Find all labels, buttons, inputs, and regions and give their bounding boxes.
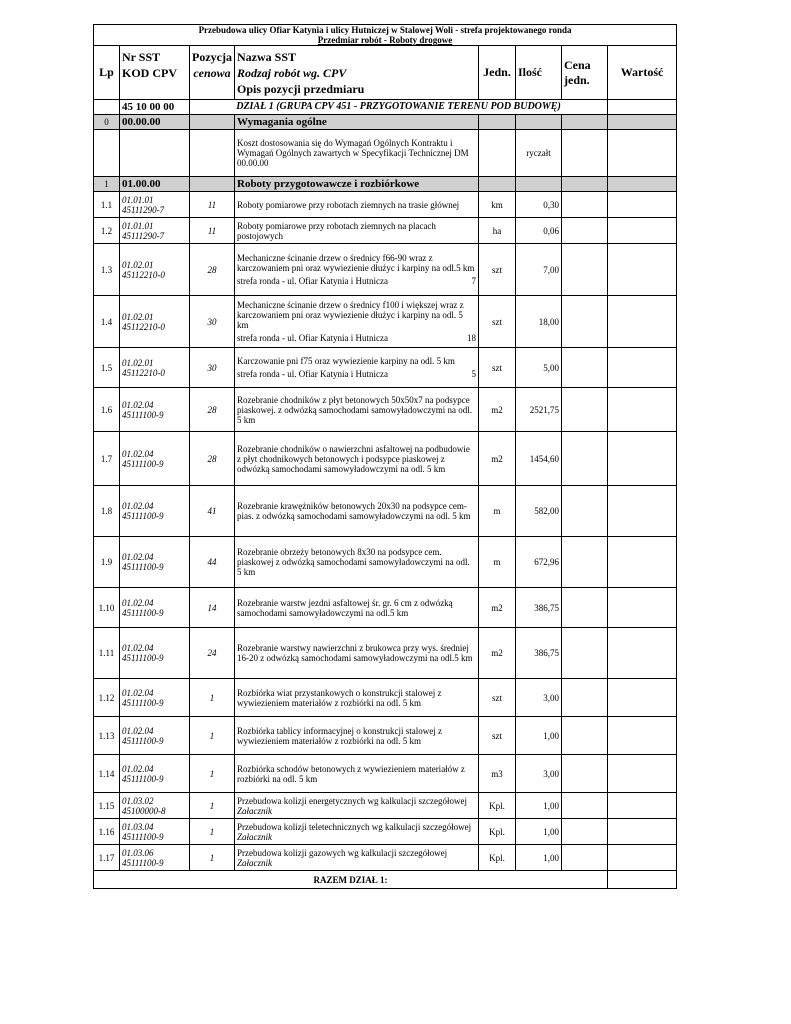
- item-unit-price: [562, 845, 608, 871]
- item-nr-sst: 01.02.01: [122, 259, 154, 270]
- table-row: [94, 588, 677, 628]
- item-description-main: Rozbiórka wiat przystankowych o konstrukcji stalowej z wywiezieniem materiałów z rozbiórki na odl. 5 km: [237, 687, 442, 708]
- item-description: [235, 244, 479, 296]
- item-description-main: Rozbiórka schodów betonowych z wywiezieniem materiałów z rozbiórki na odl. 5 km: [237, 763, 465, 784]
- item-sst-code: [120, 717, 190, 755]
- item-value: [608, 192, 677, 218]
- item-lp: 1.10: [94, 588, 120, 628]
- item-location-line: [237, 369, 476, 379]
- item-nr-sst: 01.03.06: [122, 847, 154, 858]
- item-lp: 1.2: [94, 218, 120, 244]
- item-unit: [479, 130, 516, 177]
- item-price-position: 30: [190, 296, 235, 348]
- item-nr-sst: 01.03.02: [122, 795, 154, 806]
- item-price-position: 30: [190, 348, 235, 388]
- table-row: [94, 486, 677, 537]
- item-price-position: 1: [190, 793, 235, 819]
- table-row: [94, 679, 677, 717]
- item-value: [608, 218, 677, 244]
- table-row: [94, 717, 677, 755]
- item-quantity: 0,30: [516, 192, 562, 218]
- item-nr-sst: 01.03.04: [122, 821, 154, 832]
- item-unit-price: [562, 348, 608, 388]
- col-sst: [120, 46, 190, 100]
- item-quantity: 1,00: [516, 793, 562, 819]
- item-sst-code: [120, 679, 190, 717]
- item-description-main: Przebudowa kolizji teletechnicznych wg kalkulacji szczegółowej: [237, 821, 472, 832]
- item-lp: 1.8: [94, 486, 120, 537]
- item-quantity: 1454,60: [516, 432, 562, 486]
- section-row: [94, 115, 677, 130]
- item-lp: 1.3: [94, 244, 120, 296]
- item-price-position: 1: [190, 679, 235, 717]
- item-sst-code: [120, 588, 190, 628]
- table-row: [94, 296, 677, 348]
- item-description: [235, 296, 479, 348]
- section-lp: 0: [94, 115, 120, 130]
- table-row: [94, 388, 677, 432]
- item-description-text: [237, 356, 476, 366]
- item-unit: szt: [479, 679, 516, 717]
- item-unit-price: [562, 218, 608, 244]
- item-lp: 1.14: [94, 755, 120, 793]
- section-row: [94, 177, 677, 192]
- item-description-text: [237, 501, 476, 521]
- item-unit: Kpl.: [479, 793, 516, 819]
- item-unit: Kpl.: [479, 819, 516, 845]
- section-ilosc: [516, 115, 562, 130]
- item-cpv-code: 45111100-9: [122, 511, 164, 521]
- item-sst-code: [120, 388, 190, 432]
- item-price-position: 28: [190, 244, 235, 296]
- col-pozycja-label: Pozycja: [192, 49, 232, 64]
- item-description-text: [237, 726, 476, 746]
- item-description-main: Rozebranie chodników o nawierzchni asfaltowej na podbudowie z płyt chodnikowych betonowych i podsypce piaskowej z odwózką samochodami samowyładowczymi na odl. 5 km: [237, 443, 470, 474]
- item-unit: m: [479, 537, 516, 588]
- item-unit-price: [562, 679, 608, 717]
- table-row: [94, 819, 677, 845]
- item-description: [235, 679, 479, 717]
- col-rodzaj: Rodzaj robót wg. CPV: [237, 65, 347, 80]
- item-quantity: 1,00: [516, 845, 562, 871]
- item-price-position: 28: [190, 432, 235, 486]
- item-quantity: 18,00: [516, 296, 562, 348]
- section-ilosc: [516, 177, 562, 192]
- section-pos: [190, 177, 235, 192]
- item-description-text: [237, 200, 476, 210]
- table-row: [94, 348, 677, 388]
- item-description: [235, 388, 479, 432]
- item-unit-price: [562, 628, 608, 679]
- item-lp: 1.13: [94, 717, 120, 755]
- item-unit-price: [562, 588, 608, 628]
- section-title: Roboty przygotowawcze i rozbiórkowe: [235, 177, 479, 192]
- item-unit: Kpl.: [479, 845, 516, 871]
- item-lp: 1.12: [94, 679, 120, 717]
- item-sst-code: [120, 845, 190, 871]
- item-sst-code: [120, 793, 190, 819]
- item-cpv-code: 45111100-9: [122, 697, 164, 708]
- item-description: [235, 588, 479, 628]
- item-unit: m3: [479, 755, 516, 793]
- item-cpv-code: 45111100-9: [122, 458, 164, 469]
- item-description-text: [237, 221, 476, 241]
- project-title: Przebudowa ulicy Ofiar Katynia i ulicy Hutniczej w Stalowej Woli - strefa projektowanego ronda: [198, 25, 572, 35]
- item-nr-sst: 01.02.01: [122, 357, 154, 368]
- item-value: [608, 679, 677, 717]
- item-description: [235, 755, 479, 793]
- column-header-row: [94, 46, 677, 100]
- item-unit-price: [562, 537, 608, 588]
- item-lp: 1.17: [94, 845, 120, 871]
- item-price-position: 14: [190, 588, 235, 628]
- document-subtitle: Przedmiar robót - Roboty drogowe: [317, 35, 453, 45]
- item-unit: m2: [479, 432, 516, 486]
- dzial-code: 45 10 00 00: [120, 100, 190, 115]
- item-sst-code: [120, 130, 190, 177]
- item-description-main: Rozbiórka tablicy informacyjnej o konstrukcji stalowej z wywiezieniem materiałów z rozbiórki na odl. 5 km: [237, 725, 442, 746]
- item-nr-sst: 01.02.04: [122, 448, 154, 459]
- item-nr-sst: 01.02.04: [122, 763, 154, 774]
- item-description-text: [237, 688, 476, 708]
- item-sst-code: [120, 755, 190, 793]
- item-cpv-code: 45111100-9: [122, 607, 164, 618]
- item-lp: 1.11: [94, 628, 120, 679]
- item-quantity: 0,06: [516, 218, 562, 244]
- item-cpv-code: 45111100-9: [122, 562, 164, 572]
- item-description-main: Rozebranie chodników z płyt betonowych 50x50x7 na podsypce piaskowej. z odwózką samochodami samowyładowczymi na odl. 5 km: [237, 394, 472, 425]
- item-price-position: 41: [190, 486, 235, 537]
- item-unit-price: [562, 432, 608, 486]
- item-location: strefa ronda - ul. Ofiar Katynia i Hutnicza: [237, 276, 388, 286]
- col-nazwa-sst: Nazwa SST: [237, 49, 297, 64]
- dzial-value: [608, 100, 677, 115]
- item-value: [608, 348, 677, 388]
- section-wartosc: [608, 115, 677, 130]
- item-price-position: 11: [190, 218, 235, 244]
- item-nr-sst: 01.02.04: [122, 687, 154, 698]
- cost-estimate-table: [93, 24, 677, 889]
- item-description-main: Mechaniczne ścinanie drzew o średnicy f66-90 wraz z karczowaniem pni oraz wywiezienie dłużyc i karpiny na odl.5 km: [237, 253, 475, 273]
- item-location-qty: 7: [471, 276, 476, 286]
- item-sst-code: [120, 244, 190, 296]
- item-sst-code: [120, 218, 190, 244]
- item-unit-price: [562, 793, 608, 819]
- item-location-line: [237, 276, 476, 286]
- item-description-text: [237, 253, 476, 273]
- item-price-position: 1: [190, 845, 235, 871]
- item-sst-code: [120, 432, 190, 486]
- item-sst-code: [120, 486, 190, 537]
- item-nr-sst: 01.02.04: [122, 597, 154, 608]
- item-cpv-code: 45111100-9: [122, 831, 164, 842]
- section-title: Wymagania ogólne: [235, 115, 479, 130]
- table-row: [94, 244, 677, 296]
- item-unit: m: [479, 486, 516, 537]
- item-quantity: 386,75: [516, 588, 562, 628]
- item-price-position: 11: [190, 192, 235, 218]
- item-description: [235, 486, 479, 537]
- item-price-position: 24: [190, 628, 235, 679]
- item-price-position: 1: [190, 819, 235, 845]
- table-row: [94, 628, 677, 679]
- item-description-text: [237, 444, 476, 474]
- item-cpv-code: 45111290-7: [122, 230, 165, 241]
- item-value: [608, 755, 677, 793]
- item-price-position: 1: [190, 755, 235, 793]
- section-wartosc: [608, 177, 677, 192]
- item-price-position: 1: [190, 717, 235, 755]
- item-quantity: 1,00: [516, 717, 562, 755]
- item-description-text: [237, 822, 476, 842]
- item-sst-code: [120, 628, 190, 679]
- table-row: [94, 845, 677, 871]
- item-unit-price: [562, 388, 608, 432]
- col-wartosc: Wartość: [608, 46, 677, 100]
- item-lp: 1.7: [94, 432, 120, 486]
- item-quantity: 1,00: [516, 819, 562, 845]
- item-cpv-code: 45112210-0: [122, 367, 165, 378]
- table-row: [94, 432, 677, 486]
- item-unit-price: [562, 486, 608, 537]
- item-unit-price: [562, 755, 608, 793]
- item-sst-code: [120, 537, 190, 588]
- item-description-text: [237, 598, 476, 618]
- section-jedn: [479, 177, 516, 192]
- section-jedn: [479, 115, 516, 130]
- item-unit: m2: [479, 588, 516, 628]
- item-description: [235, 537, 479, 588]
- item-nr-sst: 01.02.04: [122, 725, 154, 736]
- item-unit-price: [562, 244, 608, 296]
- item-value: [608, 717, 677, 755]
- item-unit-price: [562, 717, 608, 755]
- item-description-attachment: Załacznik: [237, 831, 272, 842]
- item-cpv-code: 45111290-7: [122, 204, 165, 215]
- section-cena: [562, 177, 608, 192]
- item-nr-sst: 01.02.04: [122, 643, 154, 653]
- item-description: [235, 348, 479, 388]
- item-unit-price: [562, 130, 608, 177]
- section-code: 01.00.00: [120, 177, 190, 192]
- item-description-main: Koszt dostosowania się do Wymagań Ogólnych Kontraktu i Wymagań Ogólnych zawartych w Specyfikacji Technicznej DM 00.00.00: [237, 138, 469, 168]
- total-label: RAZEM DZIAŁ 1:: [94, 871, 608, 889]
- item-cpv-code: 45100000-8: [122, 805, 166, 816]
- item-description: [235, 793, 479, 819]
- item-nr-sst: 01.01.01: [122, 220, 154, 231]
- col-ilosc: Ilość: [516, 46, 562, 100]
- item-description: [235, 819, 479, 845]
- item-location-qty: 5: [471, 369, 476, 379]
- item-nr-sst: 01.01.01: [122, 194, 154, 205]
- item-unit: km: [479, 192, 516, 218]
- item-lp: 1.16: [94, 819, 120, 845]
- col-lp: Lp: [94, 46, 120, 100]
- item-description: [235, 717, 479, 755]
- item-description-attachment: Załacznik: [237, 857, 272, 868]
- item-value: [608, 388, 677, 432]
- item-nr-sst: 01.02.04: [122, 552, 154, 562]
- item-nr-sst: 01.02.04: [122, 399, 154, 410]
- item-value: [608, 244, 677, 296]
- item-unit: m2: [479, 628, 516, 679]
- item-value: [608, 819, 677, 845]
- item-lp: 1.5: [94, 348, 120, 388]
- item-nr-sst: 01.02.04: [122, 501, 154, 511]
- item-description-attachment: Załacznik: [237, 805, 272, 816]
- col-pozycja: [190, 46, 235, 100]
- item-quantity: ryczałt: [516, 130, 562, 177]
- table-row: [94, 218, 677, 244]
- item-value: [608, 628, 677, 679]
- dzial-row: [94, 100, 677, 115]
- total-row: [94, 871, 677, 889]
- item-unit-price: [562, 192, 608, 218]
- item-value: [608, 432, 677, 486]
- total-value: [608, 871, 677, 889]
- col-cenowa-label: cenowa: [193, 65, 231, 80]
- col-opis: Opis pozycji przedmiaru: [237, 81, 365, 96]
- item-description: [235, 192, 479, 218]
- item-cpv-code: 45111100-9: [122, 653, 164, 663]
- item-location: strefa ronda - ul. Ofiar Katynia i Hutnicza: [237, 333, 388, 343]
- item-description-main: Mechaniczne ścinanie drzew o średnicy f100 i większej wraz z karczowaniem pni oraz wywiezienie dłużyc i karpiny na odl. 5 km: [237, 300, 464, 330]
- item-value: [608, 588, 677, 628]
- title-row: [94, 25, 677, 46]
- item-cpv-code: 45111100-9: [122, 409, 164, 420]
- item-cpv-code: 45112210-0: [122, 269, 165, 280]
- item-description-main: Roboty pomiarowe przy robotach ziemnych na trasie głównej: [237, 199, 460, 210]
- item-unit: szt: [479, 244, 516, 296]
- item-quantity: 3,00: [516, 755, 562, 793]
- col-nr-sst: Nr SST: [122, 49, 161, 64]
- item-value: [608, 537, 677, 588]
- item-unit: szt: [479, 717, 516, 755]
- item-description: [235, 628, 479, 679]
- item-quantity: 3,00: [516, 679, 562, 717]
- col-cena: Cena jedn.: [562, 46, 608, 100]
- section-cena: [562, 115, 608, 130]
- item-quantity: 582,00: [516, 486, 562, 537]
- item-location-line: [237, 333, 476, 343]
- item-nr-sst: 01.02.01: [122, 311, 154, 322]
- item-description-text: [237, 547, 476, 577]
- table-row: [94, 793, 677, 819]
- item-description-text: [237, 138, 476, 168]
- section-lp: 1: [94, 177, 120, 192]
- item-value: [608, 793, 677, 819]
- item-unit-price: [562, 296, 608, 348]
- item-quantity: 7,00: [516, 244, 562, 296]
- item-description-main: Rozebranie warstw jezdni asfaltowej śr. gr. 6 cm z odwózką samochodami samowyładowczymi na odl.5 km: [237, 597, 453, 618]
- item-unit: ha: [479, 218, 516, 244]
- dzial-title: DZIAŁ 1 (GRUPA CPV 451 - PRZYGOTOWANIE TERENU POD BUDOWĘ): [190, 100, 608, 115]
- item-lp: 1.6: [94, 388, 120, 432]
- item-cpv-code: 45112210-0: [122, 321, 165, 332]
- item-quantity: 386,75: [516, 628, 562, 679]
- item-location-qty: 18: [467, 333, 476, 343]
- item-description-main: Przebudowa kolizji gazowych wg kalkulacji szczegółowej: [237, 847, 448, 858]
- col-nazwa: [235, 46, 479, 100]
- item-price-position: 28: [190, 388, 235, 432]
- item-sst-code: [120, 819, 190, 845]
- item-lp: 1.4: [94, 296, 120, 348]
- item-lp: 1.1: [94, 192, 120, 218]
- item-unit: m2: [479, 388, 516, 432]
- item-unit: szt: [479, 348, 516, 388]
- item-cpv-code: 45111100-9: [122, 773, 164, 784]
- item-description-text: [237, 848, 476, 868]
- col-kod-cpv: KOD CPV: [122, 65, 177, 80]
- item-description-main: Rozebranie obrzeży betonowych 8x30 na podsypce cem. piaskowej z odwózką samochodami samowyładowczymi na odl. 5 km: [237, 547, 470, 577]
- item-unit: szt: [479, 296, 516, 348]
- item-description-main: Rozebranie warstwy nawierzchni z brukowca przy wys. średniej 16-20 z odwózką samochodami samowyładowczymi na odl.5 km: [237, 643, 473, 663]
- item-description-main: Przebudowa kolizji energetycznych wg kalkulacji szczegółowej: [237, 795, 467, 806]
- item-lp: [94, 130, 120, 177]
- item-description: [235, 845, 479, 871]
- item-sst-code: [120, 296, 190, 348]
- item-description-text: [237, 796, 476, 816]
- item-sst-code: [120, 192, 190, 218]
- table-row: [94, 537, 677, 588]
- item-quantity: 672,96: [516, 537, 562, 588]
- item-sst-code: [120, 348, 190, 388]
- table-row: [94, 192, 677, 218]
- item-quantity: 5,00: [516, 348, 562, 388]
- item-lp: 1.15: [94, 793, 120, 819]
- item-location: strefa ronda - ul. Ofiar Katynia i Hutnicza: [237, 369, 388, 379]
- item-value: [608, 845, 677, 871]
- item-description-text: [237, 300, 476, 330]
- item-description-main: Karczowanie pni f75 oraz wywiezienie karpiny na odl. 5 km: [237, 356, 455, 366]
- item-description: [235, 130, 479, 177]
- item-value: [608, 486, 677, 537]
- table-row: [94, 130, 677, 177]
- section-code: 00.00.00: [120, 115, 190, 130]
- item-cpv-code: 45111100-9: [122, 857, 164, 868]
- item-lp: 1.9: [94, 537, 120, 588]
- document-title: [94, 25, 677, 46]
- item-quantity: 2521,75: [516, 388, 562, 432]
- item-description: [235, 218, 479, 244]
- item-description-text: [237, 643, 476, 663]
- item-cpv-code: 45111100-9: [122, 735, 164, 746]
- table-row: [94, 755, 677, 793]
- col-jedn: Jedn.: [479, 46, 516, 100]
- dzial-lp: [94, 100, 120, 115]
- item-description-main: Roboty pomiarowe przy robotach ziemnych na placach postojowych: [237, 220, 436, 241]
- item-unit-price: [562, 819, 608, 845]
- item-value: [608, 296, 677, 348]
- item-description-text: [237, 764, 476, 784]
- item-description: [235, 432, 479, 486]
- item-value: [608, 130, 677, 177]
- item-description-text: [237, 395, 476, 425]
- item-price-position: [190, 130, 235, 177]
- item-description-main: Rozebranie krawężników betonowych 20x30 na podsypce cem-pias. z odwózką samochodami samowyładowczymi na odl. 5 km: [237, 501, 471, 521]
- section-pos: [190, 115, 235, 130]
- item-price-position: 44: [190, 537, 235, 588]
